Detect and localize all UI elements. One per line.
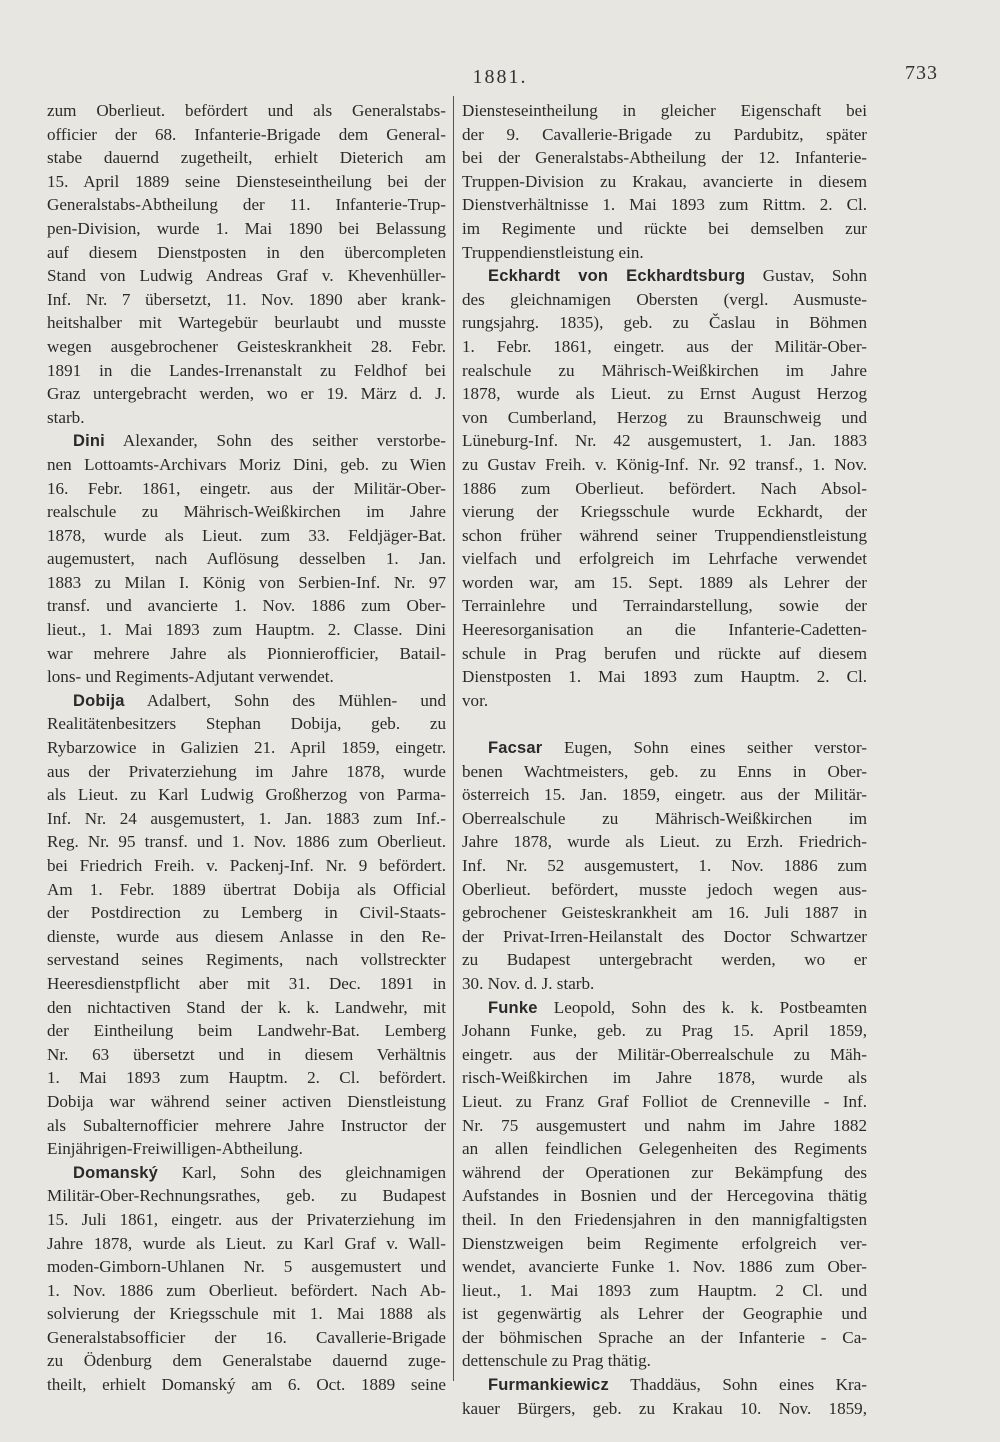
line-text: kauer Bürgers, geb. zu Krakau 10. Nov. 1859, — [462, 1398, 867, 1418]
line-text: war mehrere Jahre als Pionnierofficier, Batail- — [47, 643, 446, 663]
line-text: lons- und Regiments-Adjutant verwendet. — [47, 667, 334, 687]
text-line — [47, 311, 446, 335]
line-text: Adalbert, Sohn des Mühlen- und — [124, 690, 446, 710]
line-text: pen-Division, wurde 1. Mai 1890 bei Belassung — [47, 218, 446, 238]
line-text: theilt, erhielt Domanský am 6. Oct. 1889 seine — [47, 1375, 446, 1395]
line-text: vor. — [462, 690, 489, 710]
line-text: zum Oberlieut. befördert und als Generalstabs- — [47, 101, 446, 120]
text-line — [462, 500, 867, 524]
text-line — [47, 948, 446, 972]
text-line — [462, 406, 867, 430]
blank-line — [462, 712, 867, 736]
page-number: 733 — [905, 62, 938, 84]
text-line — [462, 1137, 867, 1161]
line-text: Reg. Nr. 95 transf. und 1. Nov. 1886 zum Oberlieut. — [47, 832, 446, 852]
line-text: 1. Nov. 1886 zum Oberlieut. befördert. Nach Ab- — [47, 1280, 446, 1300]
text-line — [462, 170, 867, 194]
text-line — [47, 736, 446, 760]
text-line — [47, 1232, 446, 1256]
text-line — [462, 241, 867, 265]
text-line — [47, 618, 446, 642]
text-line — [47, 146, 446, 170]
text-line — [47, 571, 446, 595]
text-line — [47, 1114, 446, 1138]
line-text: risch-Weißkirchen im Jahre 1878, wurde als — [462, 1068, 867, 1088]
text-line — [47, 123, 446, 147]
text-line — [462, 123, 867, 147]
text-line — [47, 1019, 446, 1043]
line-text: vierung der Kriegsschule wurde Eckhardt, der — [462, 502, 867, 522]
line-text: schon früher während seiner Truppendienstleistung — [462, 525, 867, 545]
left-column — [47, 99, 446, 1397]
line-text: bei Friedrich Freih. v. Packenj-Inf. Nr. 9 befördert. — [47, 856, 446, 875]
line-text: realschule zu Mährisch-Weißkirchen im Jahre — [47, 502, 446, 522]
text-line — [462, 1114, 867, 1138]
text-line — [47, 1279, 446, 1303]
text-line — [47, 547, 446, 571]
line-text: wegen ausgebrochener Geisteskrankheit 28. Febr. — [47, 336, 446, 356]
text-line — [462, 878, 867, 902]
line-text: Gustav, Sohn — [745, 266, 867, 286]
column-divider — [453, 96, 454, 1381]
line-text: rungsjahrg. 1835), geb. zu Časlau in Böhmen — [462, 313, 867, 333]
text-line — [462, 453, 867, 477]
text-line — [462, 689, 867, 713]
line-text: moden-Gimborn-Uhlanen Nr. 5 ausgemustert und — [47, 1257, 446, 1277]
line-text: als Subalternofficier mehrere Jahre Instructor der — [47, 1115, 446, 1135]
text-line — [47, 665, 446, 689]
line-text: 30. Nov. d. J. starb. — [462, 973, 595, 993]
line-text: der Postdirection zu Lemberg in Civil-Staats- — [47, 903, 446, 923]
line-text: nen Lottoamts-Archivars Moriz Dini, geb. zu Wien — [47, 454, 446, 474]
text-line — [462, 948, 867, 972]
line-text: Terrainlehre und Terraindarstellung, sowie der — [462, 596, 867, 616]
line-text: solvierung der Kriegsschule mit 1. Mai 1888 als — [47, 1304, 446, 1324]
text-line — [462, 1349, 867, 1373]
line-text: bei der Generalstabs-Abtheilung der 12. Infanterie- — [462, 148, 867, 168]
text-line — [462, 1184, 867, 1208]
line-text: Jahre 1878, wurde als Lieut. zu Karl Graf v. Wall- — [47, 1233, 446, 1253]
text-line — [47, 453, 446, 477]
text-line — [462, 146, 867, 170]
text-line — [462, 382, 867, 406]
entry-name: Dobija — [73, 691, 125, 710]
line-text: heitshalber mit Wartegebür beurlaubt und musste — [47, 313, 446, 333]
entry-heading-line — [47, 1161, 446, 1185]
text-line — [47, 878, 446, 902]
line-text: Alexander, Sohn des seither verstorbe- — [104, 431, 446, 451]
line-text: Nr. 63 übersetzt und in diesem Verhältnis — [47, 1044, 446, 1064]
line-text: dienste, wurde aus diesem Anlasse in den Re- — [47, 926, 446, 946]
line-text: worden war, am 15. Sept. 1889 als Lehrer der — [462, 572, 867, 592]
text-line — [462, 1019, 867, 1043]
text-line — [47, 264, 446, 288]
text-line — [462, 524, 867, 548]
text-line — [47, 524, 446, 548]
line-text: 1. Febr. 1861, eingetr. aus der Militär-Ober- — [462, 336, 867, 356]
text-line — [47, 901, 446, 925]
text-line — [462, 1255, 867, 1279]
entry-heading-line — [462, 736, 867, 760]
line-text: Thaddäus, Sohn eines Kra- — [608, 1375, 867, 1395]
text-line — [462, 1208, 867, 1232]
line-text: starb. — [47, 407, 85, 427]
line-text: an allen feindlichen Gelegenheiten des Regiments — [462, 1139, 867, 1159]
line-text: Militär-Ober-Rechnungsrathes, geb. zu Budapest — [47, 1186, 446, 1206]
entry-name: Facsar — [488, 739, 543, 758]
text-line — [47, 1043, 446, 1067]
text-line — [47, 99, 446, 123]
text-line — [47, 241, 446, 265]
line-text: Lieut. zu Franz Graf Folliot de Crenneville - Inf. — [462, 1091, 867, 1111]
text-line — [47, 500, 446, 524]
line-text: dettenschule zu Prag thätig. — [462, 1351, 651, 1371]
text-line — [47, 1255, 446, 1279]
text-line — [47, 359, 446, 383]
text-line — [462, 925, 867, 949]
text-line — [462, 288, 867, 312]
line-text: Dienstzweigen beim Regimente erfolgreich ver- — [462, 1233, 867, 1253]
text-line — [462, 783, 867, 807]
line-text: lieut., 1. Mai 1893 zum Hauptm. 2. Classe. Dini — [47, 620, 446, 640]
text-line — [462, 1090, 867, 1114]
line-text: Heeresdienstpflicht aber mit 31. Dec. 1891 in — [47, 973, 446, 993]
line-text: augemustert, nach Auflösung desselben 1. Jan. — [47, 549, 446, 569]
entry-name: Funke — [488, 998, 538, 1017]
line-text: Eugen, Sohn eines seither verstor- — [542, 738, 867, 758]
line-text: Lüneburg-Inf. Nr. 42 ausgemustert, 1. Jan. 1883 — [462, 431, 867, 451]
text-line — [47, 712, 446, 736]
line-text: des gleichnamigen Obersten (vergl. Ausmuste- — [462, 289, 867, 309]
line-text: theil. In den Friedensjahren in den mannigfaltigsten — [462, 1209, 867, 1229]
line-text: der böhmischen Sprache an der Infanterie - Ca- — [462, 1327, 867, 1347]
text-line — [462, 1302, 867, 1326]
line-text: Inf. Nr. 7 übersetzt, 11. Nov. 1890 aber krank- — [47, 289, 446, 309]
line-text: stabe dauernd zugetheilt, erhielt Dieterich am — [47, 148, 446, 168]
entry-heading-line — [462, 1373, 867, 1397]
line-text: wendet, avancierte Funke 1. Nov. 1886 zum Ober- — [462, 1257, 867, 1277]
line-text: benen Wachtmeisters, geb. zu Enns in Ober- — [462, 761, 867, 781]
line-text: Heeresorganisation an die Infanterie-Cadetten- — [462, 620, 867, 640]
text-line — [462, 807, 867, 831]
text-line — [47, 830, 446, 854]
text-line — [47, 760, 446, 784]
line-text: Einjährigen-Freiwilligen-Abtheilung. — [47, 1139, 303, 1159]
text-line — [47, 1066, 446, 1090]
text-line — [47, 1326, 446, 1350]
text-line — [47, 1349, 446, 1373]
line-text: österreich 15. Jan. 1859, eingetr. aus der Militär- — [462, 785, 867, 805]
line-text: officier der 68. Infanterie-Brigade dem General- — [47, 124, 446, 144]
text-line — [47, 1302, 446, 1326]
line-text: zu Ödenburg dem Generalstabe dauernd zuge- — [47, 1351, 446, 1371]
right-column — [462, 99, 867, 1420]
text-line — [47, 972, 446, 996]
text-line — [47, 1090, 446, 1114]
line-text: 1878, wurde als Lieut. zum 33. Feldjäger-Bat. — [47, 525, 446, 545]
line-text: während der Operationen zur Bekämpfung des — [462, 1162, 867, 1182]
line-text: zu Budapest untergebracht werden, wo er — [462, 950, 867, 970]
line-text: als Lieut. zu Karl Ludwig Großherzog von Parma- — [47, 785, 446, 805]
line-text: Oberlieut. befördert, musste jedoch wegen aus- — [462, 879, 867, 899]
line-text: von Cumberland, Herzog zu Braunschweig und — [462, 407, 867, 427]
text-line — [47, 217, 446, 241]
text-line — [47, 1184, 446, 1208]
text-line — [47, 193, 446, 217]
line-text: den nichtactiven Stand der k. k. Landwehr, mit — [47, 997, 446, 1017]
text-line — [47, 477, 446, 501]
line-text: Truppen-Division zu Krakau, avancierte in diesem — [462, 171, 867, 191]
line-text: 15. Juli 1861, eingetr. aus der Privaterziehung im — [47, 1209, 446, 1229]
text-line — [462, 1279, 867, 1303]
line-text: 1891 in die Landes-Irrenanstalt zu Feldhof bei — [47, 360, 446, 380]
line-text: Nr. 75 ausgemustert und nahm im Jahre 1882 — [462, 1115, 867, 1135]
line-text: Rybarzowice in Galizien 21. April 1859, eingetr. — [47, 738, 446, 758]
text-line — [462, 193, 867, 217]
line-text: Dobija war während seiner activen Dienstleistung — [47, 1091, 446, 1111]
text-line — [47, 1137, 446, 1161]
line-text: Generalstabsofficier der 16. Cavallerie-Brigade — [47, 1327, 446, 1347]
text-line — [47, 335, 446, 359]
line-text: 15. April 1889 seine Diensteseintheilung bei der — [47, 171, 446, 191]
text-line — [47, 642, 446, 666]
text-line — [462, 1161, 867, 1185]
text-line — [462, 854, 867, 878]
text-line — [47, 854, 446, 878]
text-line — [462, 477, 867, 501]
entry-heading-line — [47, 689, 446, 713]
line-text: Oberrealschule zu Mährisch-Weißkirchen im — [462, 808, 867, 828]
line-text: Diensteseintheilung in gleicher Eigenschaft bei — [462, 101, 867, 120]
line-text: der Privat-Irren-Heilanstalt des Doctor Schwartzer — [462, 926, 867, 946]
line-text: Realitätenbesitzers Stephan Dobija, geb. zu — [47, 714, 446, 734]
text-line — [462, 642, 867, 666]
text-line — [462, 1397, 867, 1421]
line-text: Leopold, Sohn des k. k. Postbeamten — [537, 997, 867, 1017]
text-line — [462, 830, 867, 854]
line-text: zu Gustav Freih. v. König-Inf. Nr. 92 transf., 1. Nov. — [462, 454, 867, 474]
text-line — [47, 1208, 446, 1232]
text-line — [462, 429, 867, 453]
text-line — [462, 760, 867, 784]
text-line — [47, 594, 446, 618]
line-text: Generalstabs-Abtheilung der 11. Infanterie-Trup- — [47, 195, 446, 215]
text-line — [462, 571, 867, 595]
line-text: 1878, wurde als Lieut. zu Ernst August Herzog — [462, 384, 867, 404]
text-line — [47, 1373, 446, 1397]
text-line — [462, 311, 867, 335]
line-text: Dienstverhältnisse 1. Mai 1893 zum Rittm. 2. Cl. — [462, 195, 867, 215]
text-line — [47, 170, 446, 194]
line-text: Stand von Ludwig Andreas Graf v. Khevenhüller- — [47, 266, 446, 286]
text-line — [462, 359, 867, 383]
text-line — [462, 217, 867, 241]
text-line — [47, 406, 446, 430]
line-text: transf. und avancierte 1. Nov. 1886 zum Ober- — [47, 596, 446, 616]
line-text: aus der Privaterziehung im Jahre 1878, wurde — [47, 761, 446, 781]
text-line — [47, 288, 446, 312]
text-line — [47, 382, 446, 406]
entry-name: Domanský — [73, 1163, 159, 1182]
line-text: Inf. Nr. 24 ausgemustert, 1. Jan. 1883 zum Inf.- — [47, 808, 446, 828]
running-head-year: 1881. — [472, 66, 528, 88]
line-text: servestand seines Regiments, nach vollstreckter — [47, 950, 446, 970]
text-line — [462, 547, 867, 571]
text-line — [462, 99, 867, 123]
line-text: Truppendienstleistung ein. — [462, 242, 644, 262]
entry-heading-line — [462, 264, 867, 288]
text-line — [462, 901, 867, 925]
line-text: Am 1. Febr. 1889 übertrat Dobija als Official — [47, 879, 446, 899]
text-line — [462, 594, 867, 618]
text-line — [462, 665, 867, 689]
line-text: 1. Mai 1893 zum Hauptm. 2. Cl. befördert. — [47, 1068, 446, 1088]
line-text: Karl, Sohn des gleichnamigen — [158, 1162, 446, 1182]
text-line — [462, 972, 867, 996]
line-text: Inf. Nr. 52 ausgemustert, 1. Nov. 1886 zum — [462, 856, 867, 875]
text-line — [462, 618, 867, 642]
line-text: vielfach und erfolgreich im Lehrfache verwendet — [462, 549, 867, 569]
line-text: Johann Funke, geb. zu Prag 15. April 1859, — [462, 1021, 867, 1041]
entry-name: Dini — [73, 432, 105, 451]
text-line — [462, 1232, 867, 1256]
line-text: gebrochener Geisteskrankheit am 16. Juli 1887 in — [462, 903, 867, 923]
line-text: im Regimente und rückte bei demselben zur — [462, 218, 867, 238]
line-text: 1886 zum Oberlieut. befördert. Nach Absol- — [462, 478, 867, 498]
text-line — [47, 996, 446, 1020]
text-line — [462, 1066, 867, 1090]
entry-heading-line — [47, 429, 446, 453]
entry-name: Eckhardt von Eckhardtsburg — [488, 267, 746, 286]
line-text: der Eintheilung beim Landwehr-Bat. Lemberg — [47, 1021, 446, 1041]
line-text: schule in Prag berufen und rückte auf diesem — [462, 643, 867, 663]
line-text: eingetr. aus der Militär-Oberrealschule zu Mäh- — [462, 1044, 867, 1064]
line-text: der 9. Cavallerie-Brigade zu Pardubitz, später — [462, 124, 867, 144]
line-text: Aufstandes in Bosnien und der Hercegovina thätig — [462, 1186, 867, 1206]
text-line — [462, 1326, 867, 1350]
text-line — [47, 925, 446, 949]
line-text: Dienstposten 1. Mai 1893 zum Hauptm. 2. Cl. — [462, 667, 867, 687]
line-text: ist gegenwärtig als Lehrer der Geographie und — [462, 1304, 867, 1324]
line-text: auf diesem Dienstposten in den übercompleten — [47, 242, 446, 262]
line-text: realschule zu Mährisch-Weißkirchen im Jahre — [462, 360, 867, 380]
line-text: Graz untergebracht werden, wo er 19. März d. J. — [47, 384, 446, 404]
text-line — [47, 783, 446, 807]
line-text: 1883 zu Milan I. König von Serbien-Inf. Nr. 97 — [47, 572, 446, 592]
line-text: 16. Febr. 1861, eingetr. aus der Militär-Ober- — [47, 478, 446, 498]
text-line — [47, 807, 446, 831]
line-text: Jahre 1878, wurde als Lieut. zu Erzh. Friedrich- — [462, 832, 867, 852]
text-line — [462, 335, 867, 359]
entry-name: Furmankiewicz — [488, 1376, 609, 1395]
text-line — [462, 1043, 867, 1067]
line-text: lieut., 1. Mai 1893 zum Hauptm. 2 Cl. und — [462, 1280, 867, 1300]
entry-heading-line — [462, 996, 867, 1020]
